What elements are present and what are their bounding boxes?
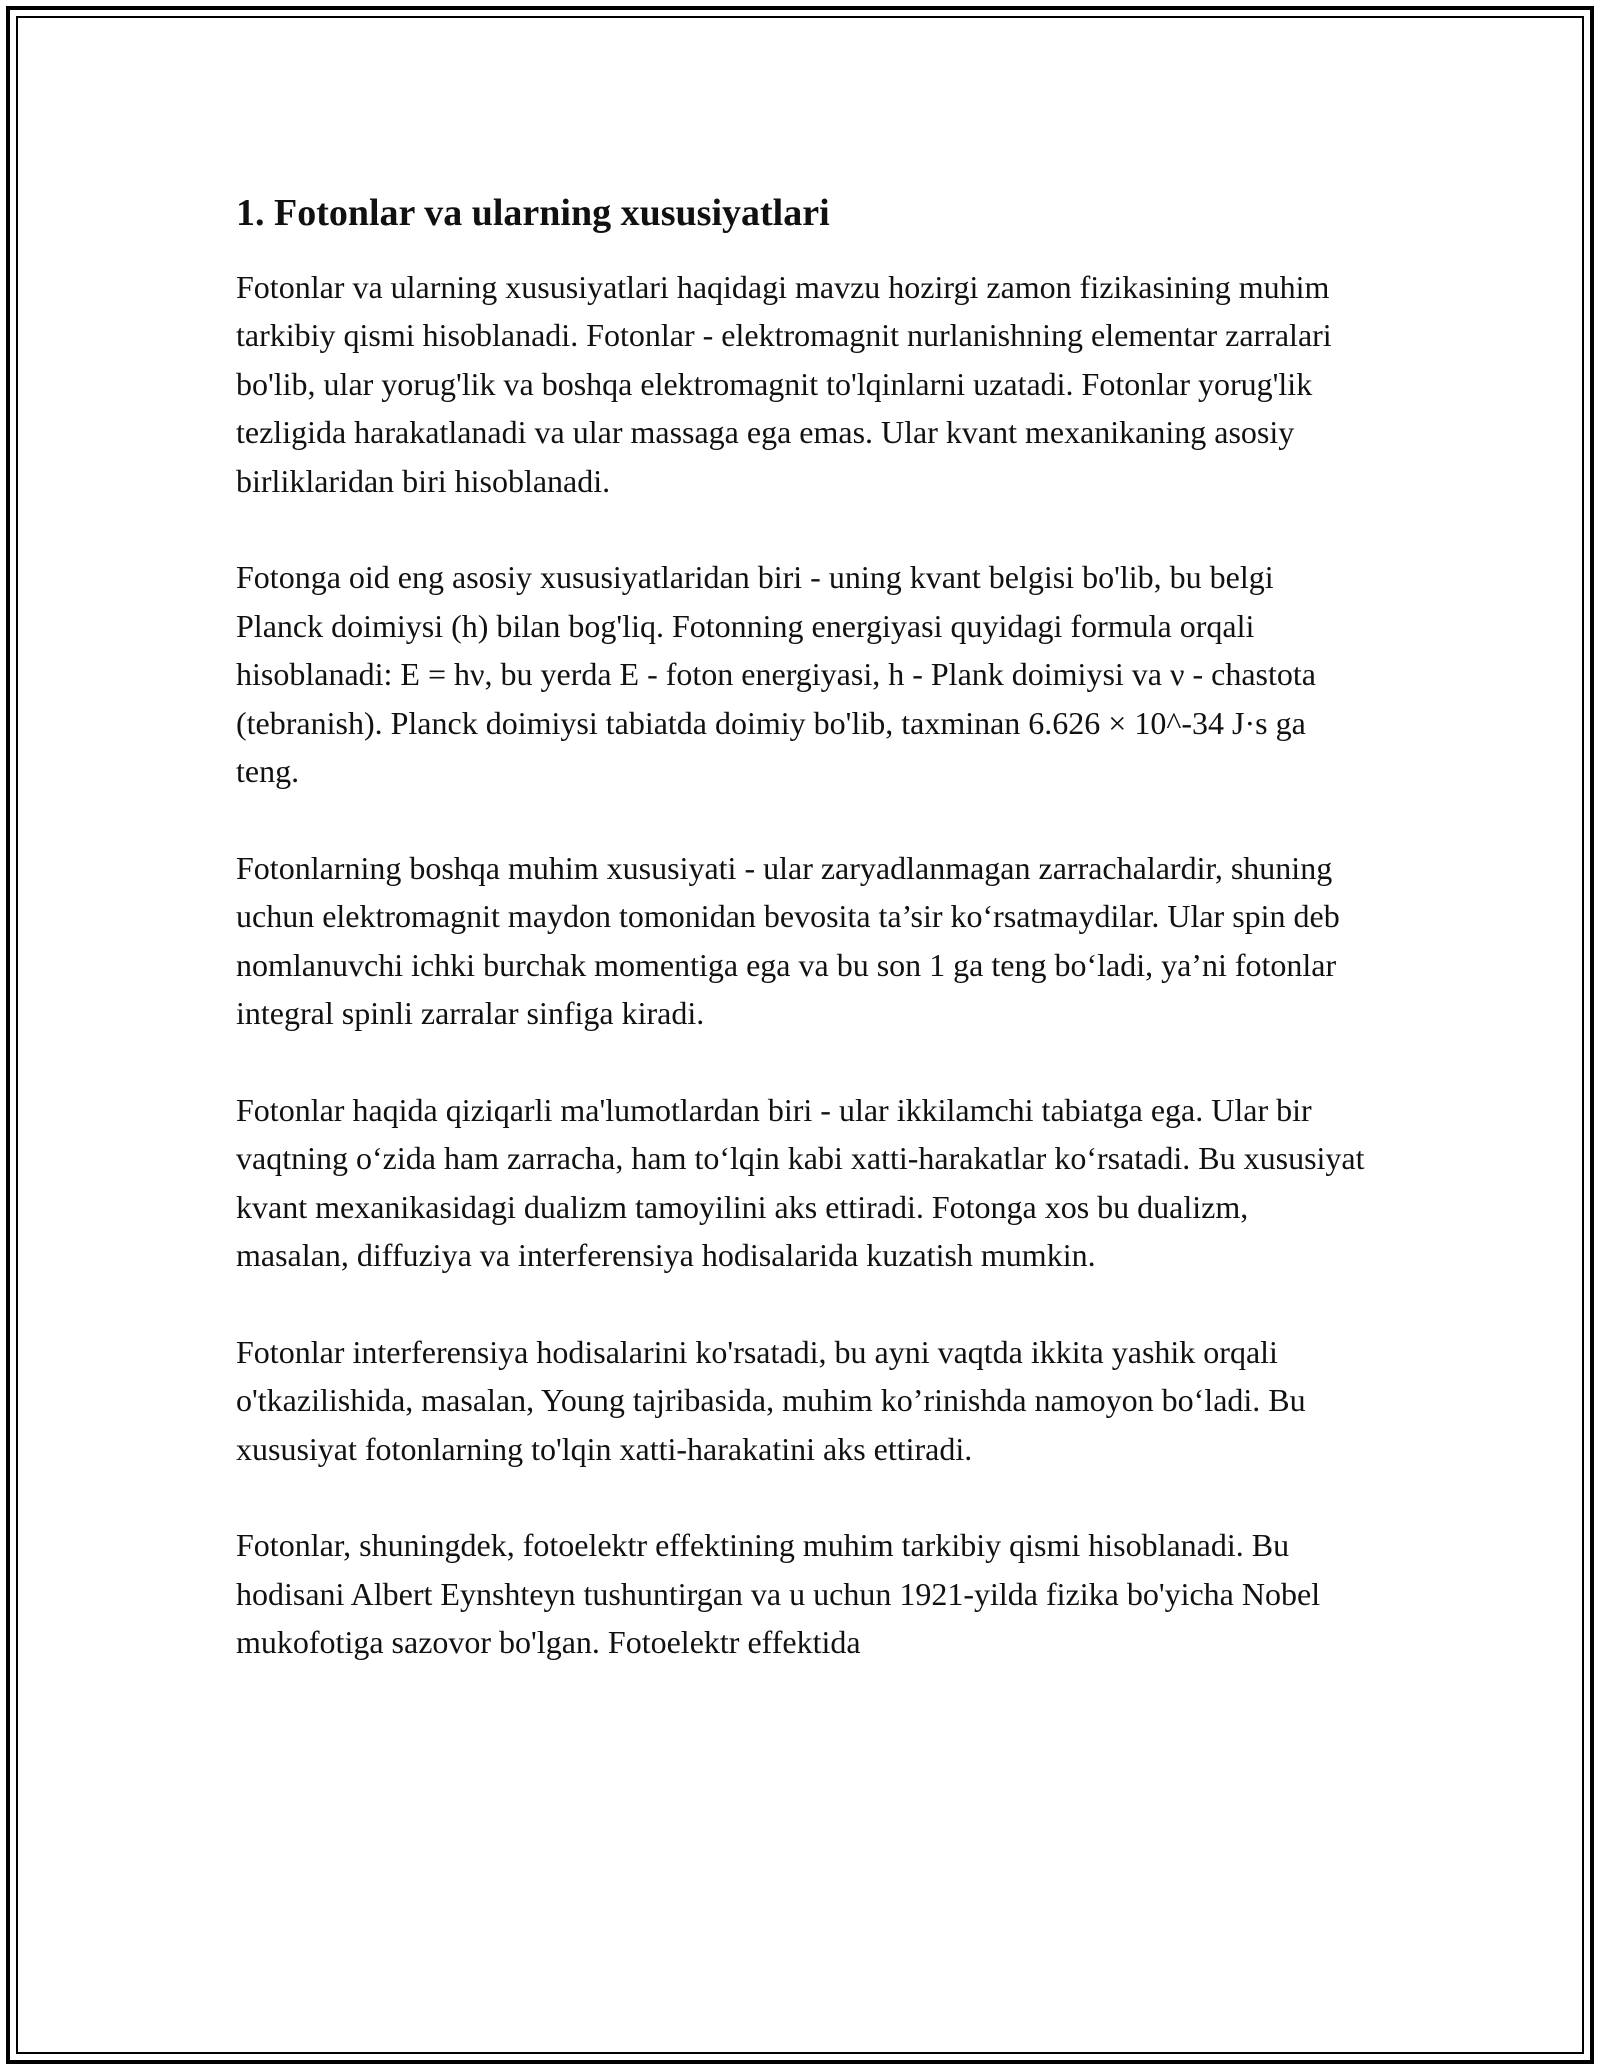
document-body (236, 185, 1366, 1667)
paragraph-charge-spin: Fotonlarning boshqa muhim xususiyati - ular zaryadlanmagan zarrachalardir, shuning uchun elektromagnit maydon tomonidan bevosita ta’sir ko‘rsatmaydilar. Ular spin deb nomlanuvchi ichki burchak momentiga ega va bu son 1 ga teng bo‘ladi, ya’ni fotonlar integral spinli zarralar sinfiga kiradi. (236, 849, 1340, 1032)
paragraph-wave-particle-duality: Fotonlar haqida qiziqarli ma'lumotlardan biri - ular ikkilamchi tabiatga ega. Ular bir vaqtning o‘zida ham zarracha, ham to‘lqin kabi xatti-harakatlar ko‘rsatadi. Bu xususiyat kvant mexanikasidagi dualizm tamoyilini aks ettiradi. Fotonga xos bu dualizm, masalan, diffuziya va interferensiya hodisalarida kuzatish mumkin. (236, 1091, 1365, 1274)
paragraph-photoelectric-effect: Fotonlar, shuningdek, fotoelektr effektining muhim tarkibiy qismi hisoblanadi. Bu hodisani Albert Eynshteyn tushuntirgan va u uchun 1921-yilda fizika bo'yicha Nobel mukofotiga sazovor bo'lgan. Fotoelektr effektida (236, 1527, 1321, 1661)
paragraph-intro: Fotonlar va ularning xususiyatlari haqidagi mavzu hozirgi zamon fizikasining muhim tarkibiy qismi hisoblanadi. Fotonlar - elektromagnit nurlanishning elementar zarralari bo'lib, ular yorug'lik va boshqa elektromagnit to'lqinlarni uzatadi. Fotonlar yorug'lik tezligida harakatlanadi va ular massaga ega emas. Ular kvant mexanikaning asosiy birliklaridan biri hisoblanadi. (236, 269, 1332, 499)
paragraph-interference: Fotonlar interferensiya hodisalarini ko'rsatadi, bu ayni vaqtda ikkita yashik orqali o'tkazilishida, masalan, Young tajribasida, muhim ko’rinishda namoyon bo‘ladi. Bu xususiyat fotonlarning to'lqin xatti-harakatini aks ettiradi. (236, 1333, 1306, 1467)
page-title: 1. Fotonlar va ularning xususiyatlari (236, 192, 830, 234)
paragraph-planck-energy: Fotonga oid eng asosiy xususiyatlaridan biri - uning kvant belgisi bo'lib, bu belgi Planck doimiysi (h) bilan bog'liq. Fotonning energiyasi quyidagi formula orqali hisoblanadi: E = hν, bu yerda E - foton energiyasi, h - Plank doimiysi va ν - chastota (tebranish). Planck doimiysi tabiatda doimiy bo'lib, taxminan 6.626 × 10^-34 J·s ga teng. (236, 559, 1316, 790)
